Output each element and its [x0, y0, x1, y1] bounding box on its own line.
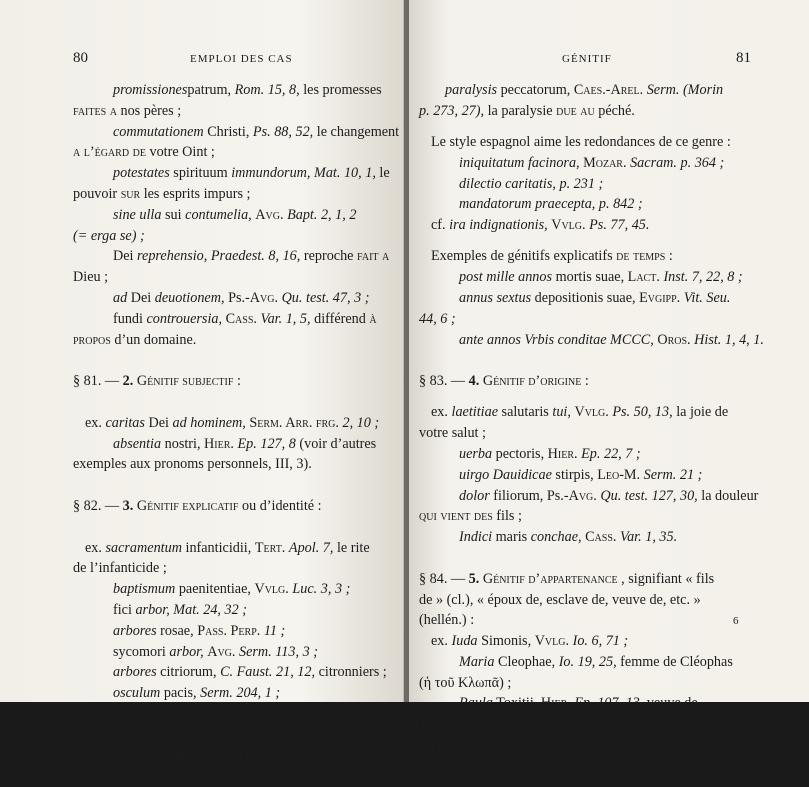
text-run: Exemples de génitifs explicatifs — [431, 248, 617, 265]
text-run: due au — [556, 102, 595, 119]
text-line — [73, 704, 399, 725]
text-line — [419, 215, 762, 236]
text-run: Toxitii, — [492, 695, 541, 712]
text-run: arbor, Mat. 24, 32 ; — [135, 601, 247, 618]
text-run: spirituum — [169, 165, 232, 182]
text-run: Simonis, — [477, 633, 535, 650]
text-run: pectoris, — [492, 445, 548, 462]
text-line — [419, 402, 762, 423]
text-line — [73, 746, 399, 767]
text-run: : — [581, 373, 589, 390]
text-run: Cleophae, — [494, 653, 559, 670]
text-line — [73, 142, 399, 163]
text-run: (voir d’autres — [295, 435, 377, 452]
text-run: Conf. 5, 9 ; — [246, 726, 311, 743]
text-run: Serm. Arr. frg. — [249, 414, 339, 431]
text-line — [73, 662, 399, 683]
right-page — [409, 0, 809, 754]
text-run: Vit. Seu. — [683, 289, 731, 306]
text-line — [419, 174, 762, 195]
line-gap — [419, 548, 762, 569]
text-run: immundorum, Mat. 10, 1, — [231, 165, 376, 182]
text-run: ante annos Vrbis conditae MCCC, — [459, 331, 654, 348]
text-run: Caes.-Arel. — [573, 82, 644, 98]
text-line — [73, 600, 399, 621]
text-line — [73, 642, 399, 663]
text-run: ad hominem, — [172, 414, 246, 431]
text-run: promissiones — [113, 82, 188, 98]
right-text-column — [419, 80, 762, 756]
text-run: mandatorum praecepta, p. 842 ; — [459, 196, 643, 213]
text-run: ira indignationis, — [449, 217, 548, 234]
text-run: 11 ; — [263, 622, 286, 639]
text-run: citronniers ; — [315, 664, 387, 681]
text-run: baptismum — [113, 581, 176, 598]
text-run: la douleur — [697, 487, 759, 504]
text-run: de l’infanticide ; — [73, 560, 167, 577]
text-run: Apol. 7, — [288, 539, 334, 556]
text-run: nos pères ; — [116, 102, 182, 119]
text-run: Leo-M. — [597, 466, 641, 483]
text-run: Avg. — [249, 289, 279, 306]
text-line — [73, 621, 399, 642]
text-run: Qu. test. 127, 30, — [600, 487, 698, 504]
text-run: femme de Cléophas — [616, 653, 733, 670]
text-run: misericordiarum, — [142, 726, 247, 743]
text-run: Lact. — [627, 269, 660, 286]
text-run: Ps. 88, 52, — [252, 123, 314, 140]
text-line — [73, 434, 399, 455]
text-run: la paralysie — [484, 102, 557, 119]
text-run: ad — [113, 289, 128, 306]
text-run: paenitentiae, — [175, 581, 255, 598]
text-run: Paula — [459, 695, 493, 712]
text-run: pietatis — [113, 768, 158, 785]
text-run: les promesses — [299, 82, 382, 98]
text-run: Cass. — [220, 768, 253, 785]
line-gap — [419, 236, 762, 246]
text-run: Bapt. 2, 1, 2 — [287, 206, 357, 223]
text-run: votre salut ; — [419, 425, 486, 442]
text-run: Serm. 113, 3 ; — [239, 643, 318, 660]
text-run: Hier. — [547, 445, 578, 462]
text-run: les esprits impurs ; — [140, 185, 251, 202]
text-run: rosae, — [156, 622, 198, 639]
text-run: Io. 19, 25, — [558, 653, 617, 670]
text-run: cf. Christi — [431, 737, 492, 754]
text-run: : — [233, 373, 241, 390]
text-run: Hier. — [204, 435, 234, 452]
text-run: ex. — [85, 539, 106, 556]
running-title-left: EMPLOI DES CAS — [190, 53, 293, 65]
text-run: arbor, — [169, 643, 204, 660]
text-line — [419, 80, 762, 101]
text-run: Serm. 204, 1 ; — [200, 685, 281, 702]
text-run: sacramentum — [105, 539, 182, 556]
text-run: pacis, — [160, 685, 201, 702]
text-line — [419, 652, 762, 673]
text-line — [419, 673, 762, 694]
text-run: reprehensio, Praedest. 8, 16, — [137, 248, 301, 265]
left-page — [0, 0, 404, 785]
text-run: Luc. 3, 3 ; — [292, 581, 351, 598]
text-line — [419, 423, 762, 444]
text-run: Indici — [459, 529, 493, 546]
text-run: annus sextus — [459, 289, 532, 306]
text-run: paralysis — [445, 82, 498, 98]
text-line — [419, 246, 762, 267]
text-run: contumelia, — [185, 206, 252, 223]
text-run: Pass. Perp. — [197, 622, 261, 639]
text-run: Vvlg. — [254, 581, 289, 598]
left-text-column — [73, 80, 399, 787]
text-line — [73, 309, 399, 330]
text-run: Iuda — [451, 633, 478, 650]
text-line — [419, 693, 762, 714]
text-run: commutationem — [113, 123, 204, 140]
text-run: patrum, — [187, 82, 235, 98]
text-line — [419, 371, 762, 392]
text-run: le — [375, 165, 390, 182]
line-gap — [419, 350, 762, 371]
text-run: reproche — [300, 248, 358, 265]
text-run: : — [665, 248, 673, 265]
text-run: potestates — [113, 165, 170, 182]
text-run: a l’égard de — [73, 144, 146, 161]
text-run: Maria — [459, 653, 495, 670]
text-run: controuersia, — [146, 310, 223, 327]
text-line — [419, 330, 762, 351]
text-run: Dei — [113, 248, 138, 265]
text-run: veuve de — [643, 695, 698, 712]
text-line — [419, 267, 762, 288]
text-run: Ep. 127, 8 — [237, 435, 296, 452]
text-line — [73, 330, 399, 351]
text-run: sui — [161, 206, 186, 223]
text-line — [419, 735, 762, 756]
text-line — [419, 153, 762, 174]
text-run: tui, — [552, 404, 571, 421]
text-run: de » (cl.), « époux de, esclave de, veuve de, etc. » — [419, 591, 701, 608]
text-line — [419, 444, 762, 465]
text-run: Rom. 15, 8, — [234, 82, 300, 98]
text-run: Avg. — [207, 643, 236, 660]
text-run: Vvlg. — [534, 633, 570, 650]
text-run: , signifiant « fils — [617, 570, 715, 587]
text-run: Dieu ; — [73, 269, 109, 286]
text-run: sine ulla — [113, 206, 162, 223]
text-run: maris — [492, 529, 531, 546]
text-run: le changement — [313, 123, 400, 140]
text-run: § 82. — — [73, 497, 123, 514]
text-run: fait a — [357, 248, 390, 265]
text-line — [419, 631, 762, 652]
text-run: Mozar. — [583, 154, 627, 171]
text-run: peccatorum, — [497, 82, 574, 98]
text-line — [419, 486, 762, 507]
text-line — [419, 465, 762, 486]
text-run: infanticidii, — [181, 539, 255, 556]
text-run: citriorum, — [156, 664, 221, 681]
text-line — [419, 132, 762, 153]
text-run: d’un domaine. — [110, 331, 197, 348]
text-run: § 81. — — [73, 373, 123, 390]
text-run: Io. 6, 71 ; — [572, 633, 629, 650]
text-line — [73, 371, 399, 392]
text-line — [73, 267, 399, 288]
line-gap — [73, 392, 399, 413]
text-run: votre Oint ; — [145, 144, 215, 161]
text-run: péché. — [594, 102, 635, 119]
text-run: omni — [113, 747, 142, 764]
text-line — [73, 246, 399, 267]
text-line — [73, 184, 399, 205]
page-number-left: 80 — [73, 50, 88, 66]
text-run: remedium, — [157, 768, 218, 785]
text-run: subiectione, — [209, 747, 278, 764]
text-run: Ps.- — [224, 289, 250, 306]
text-run: nostri, — [161, 435, 205, 452]
text-run: arbores — [113, 622, 157, 639]
text-line — [73, 725, 399, 746]
text-run: salutaris — [498, 404, 553, 421]
text-run: Hier. — [540, 695, 571, 712]
corner-mark: 6 — [733, 615, 739, 627]
text-run: stirpis, — [551, 466, 598, 483]
text-line — [419, 714, 762, 735]
text-line — [419, 101, 762, 122]
text-run: caritas — [105, 414, 145, 431]
text-run: arbores — [113, 664, 157, 681]
text-line — [419, 527, 762, 548]
right-header — [409, 50, 809, 70]
text-run: Cass. — [225, 310, 257, 327]
text-run: à — [369, 310, 377, 327]
text-run: Vvlg. — [551, 217, 586, 234]
text-run: (ἡ τοῦ Κλωπᾶ) ; — [419, 674, 512, 691]
text-run: Le style espagnol aime les redondances de ce genre : — [431, 133, 731, 150]
text-run: Génitif explicatif — [136, 497, 239, 514]
text-run: Génitif d’appartenance — [482, 570, 618, 587]
text-run: depositionis suae, — [531, 289, 640, 306]
text-run: 2. — [122, 373, 134, 390]
text-line — [73, 413, 399, 434]
text-run: uirgo Dauidicae — [459, 466, 552, 483]
text-run: fils ; — [492, 508, 522, 525]
line-gap — [73, 475, 399, 496]
text-run: la joie de — [672, 404, 729, 421]
text-line — [419, 194, 762, 215]
text-run: Oros. — [657, 331, 691, 348]
text-run: ou d’identité : — [238, 497, 322, 514]
text-run: Hist. 1, 4, 1. — [694, 331, 764, 348]
text-run: Reg. 3 ; — [310, 747, 356, 764]
text-run: conchae, — [530, 529, 582, 546]
text-run: osculum — [113, 685, 161, 702]
text-run: C. Faust. 21, 12, — [220, 664, 316, 681]
text-run: Dei — [144, 414, 173, 431]
text-line — [73, 226, 399, 247]
text-run: § 83. — — [419, 373, 469, 390]
text-run: Avg. — [255, 206, 284, 223]
text-run: exemples aux pronoms personnels, III, 3). — [73, 456, 312, 473]
text-run: Deus — [113, 726, 143, 743]
text-run: de temps — [616, 248, 666, 265]
text-run: 44, 6 ; — [419, 310, 456, 327]
text-run: (hellén.) : — [419, 612, 475, 629]
line-gap — [419, 122, 762, 132]
text-run: humilitatis — [141, 747, 210, 764]
text-line — [73, 101, 399, 122]
text-run: Ep. 22, 7 ; — [581, 445, 641, 462]
text-run: absentia — [113, 435, 162, 452]
text-run: ex. — [431, 404, 452, 421]
text-run: Ben. — [280, 747, 308, 764]
text-run: ex. — [431, 633, 452, 650]
text-run: cf. — [431, 217, 450, 234]
text-run: laetitiae — [451, 404, 498, 421]
left-header — [0, 50, 403, 70]
text-run: Génitif subjectif — [136, 373, 234, 390]
text-run: Ep. 107, 13, — [574, 695, 644, 712]
text-run: dilectio caritatis, p. 231 ; — [459, 175, 604, 192]
text-line — [419, 288, 762, 309]
line-gap — [73, 517, 399, 538]
text-line — [73, 558, 399, 579]
text-run: Tert. — [254, 539, 286, 556]
text-run: 5. — [468, 570, 480, 587]
text-run: fundi — [113, 310, 147, 327]
text-line — [73, 80, 399, 101]
text-run: Evgipp. — [639, 289, 681, 306]
text-run: Ps. 50, 13, — [612, 404, 673, 421]
text-run: deuotionem, — [154, 289, 225, 306]
text-line — [73, 454, 399, 475]
text-run: Sacram. p. 364 ; — [630, 154, 725, 171]
text-run: Ps. 77, 45. — [589, 217, 650, 234]
text-run: pouvoir — [73, 185, 121, 202]
text-run: Inst. 7, 22, 8 ; — [663, 269, 743, 286]
text-line — [73, 122, 399, 143]
text-run: fici — [113, 601, 136, 618]
text-run: sycomori — [113, 643, 170, 660]
page-number-right: 81 — [736, 50, 751, 66]
text-run: (= erga se) ; — [73, 227, 145, 244]
text-run: tentationis, — [163, 705, 234, 722]
text-line — [419, 506, 762, 527]
text-line — [73, 205, 399, 226]
text-run: 4. — [468, 373, 480, 390]
running-title-right: GÉNITIF — [562, 53, 612, 65]
text-line — [419, 309, 762, 330]
text-run: être du Christ, lui appartenir. — [518, 737, 686, 754]
text-run: Serm. (Morin — [646, 82, 724, 98]
text-run: différend — [310, 310, 370, 327]
text-run: sur — [120, 185, 141, 202]
text-run: § 84. — — [419, 570, 469, 587]
text-run: post mille annos — [459, 269, 553, 286]
text-run: esse, — [491, 737, 519, 754]
text-run: Var. 1, 5, — [260, 310, 311, 327]
text-line — [419, 569, 762, 590]
text-run: Cass. — [585, 529, 617, 546]
line-gap — [73, 350, 399, 371]
text-run: Serm. 21 ; — [643, 466, 703, 483]
text-line — [73, 683, 399, 704]
text-run: Qu. test. 47, 3 ; — [281, 289, 370, 306]
text-run: Var. 1, 35. — [620, 529, 678, 546]
text-run: Christi, — [203, 123, 253, 140]
line-gap — [419, 392, 762, 402]
text-run: propos — [73, 331, 111, 348]
text-run: ex. — [85, 414, 106, 431]
text-run: uerba — [459, 445, 493, 462]
text-run: 3. — [122, 497, 134, 514]
text-run: Dei — [127, 289, 155, 306]
text-run: iniquitatum facinora, — [459, 154, 580, 171]
text-line — [73, 538, 399, 559]
text-line — [419, 590, 762, 611]
text-run: p. 273, 27), — [419, 102, 485, 119]
text-line — [73, 579, 399, 600]
text-line — [73, 288, 399, 309]
text-run: 2, 10 ; — [342, 414, 380, 431]
text-run: mortis suae, — [552, 269, 628, 286]
text-run: dolor — [459, 487, 490, 504]
text-run: Var. 4, 41 ; — [255, 768, 318, 785]
text-run: Serm. 210, 2 ; — [233, 705, 314, 722]
text-run: Avg. — [568, 487, 597, 504]
text-line — [73, 496, 399, 517]
text-line — [73, 766, 399, 787]
text-run: filiorum, Ps.- — [489, 487, 569, 504]
text-run: Toxitius ; — [419, 716, 473, 733]
text-run: faites a — [73, 102, 117, 119]
text-line — [419, 610, 762, 631]
text-line — [73, 163, 399, 184]
text-run: qui vient des — [419, 508, 493, 525]
text-run: le rite — [333, 539, 370, 556]
text-run: proelium — [113, 705, 164, 722]
text-run: Génitif d’origine — [482, 373, 582, 390]
text-run: Vvlg. — [574, 404, 609, 421]
